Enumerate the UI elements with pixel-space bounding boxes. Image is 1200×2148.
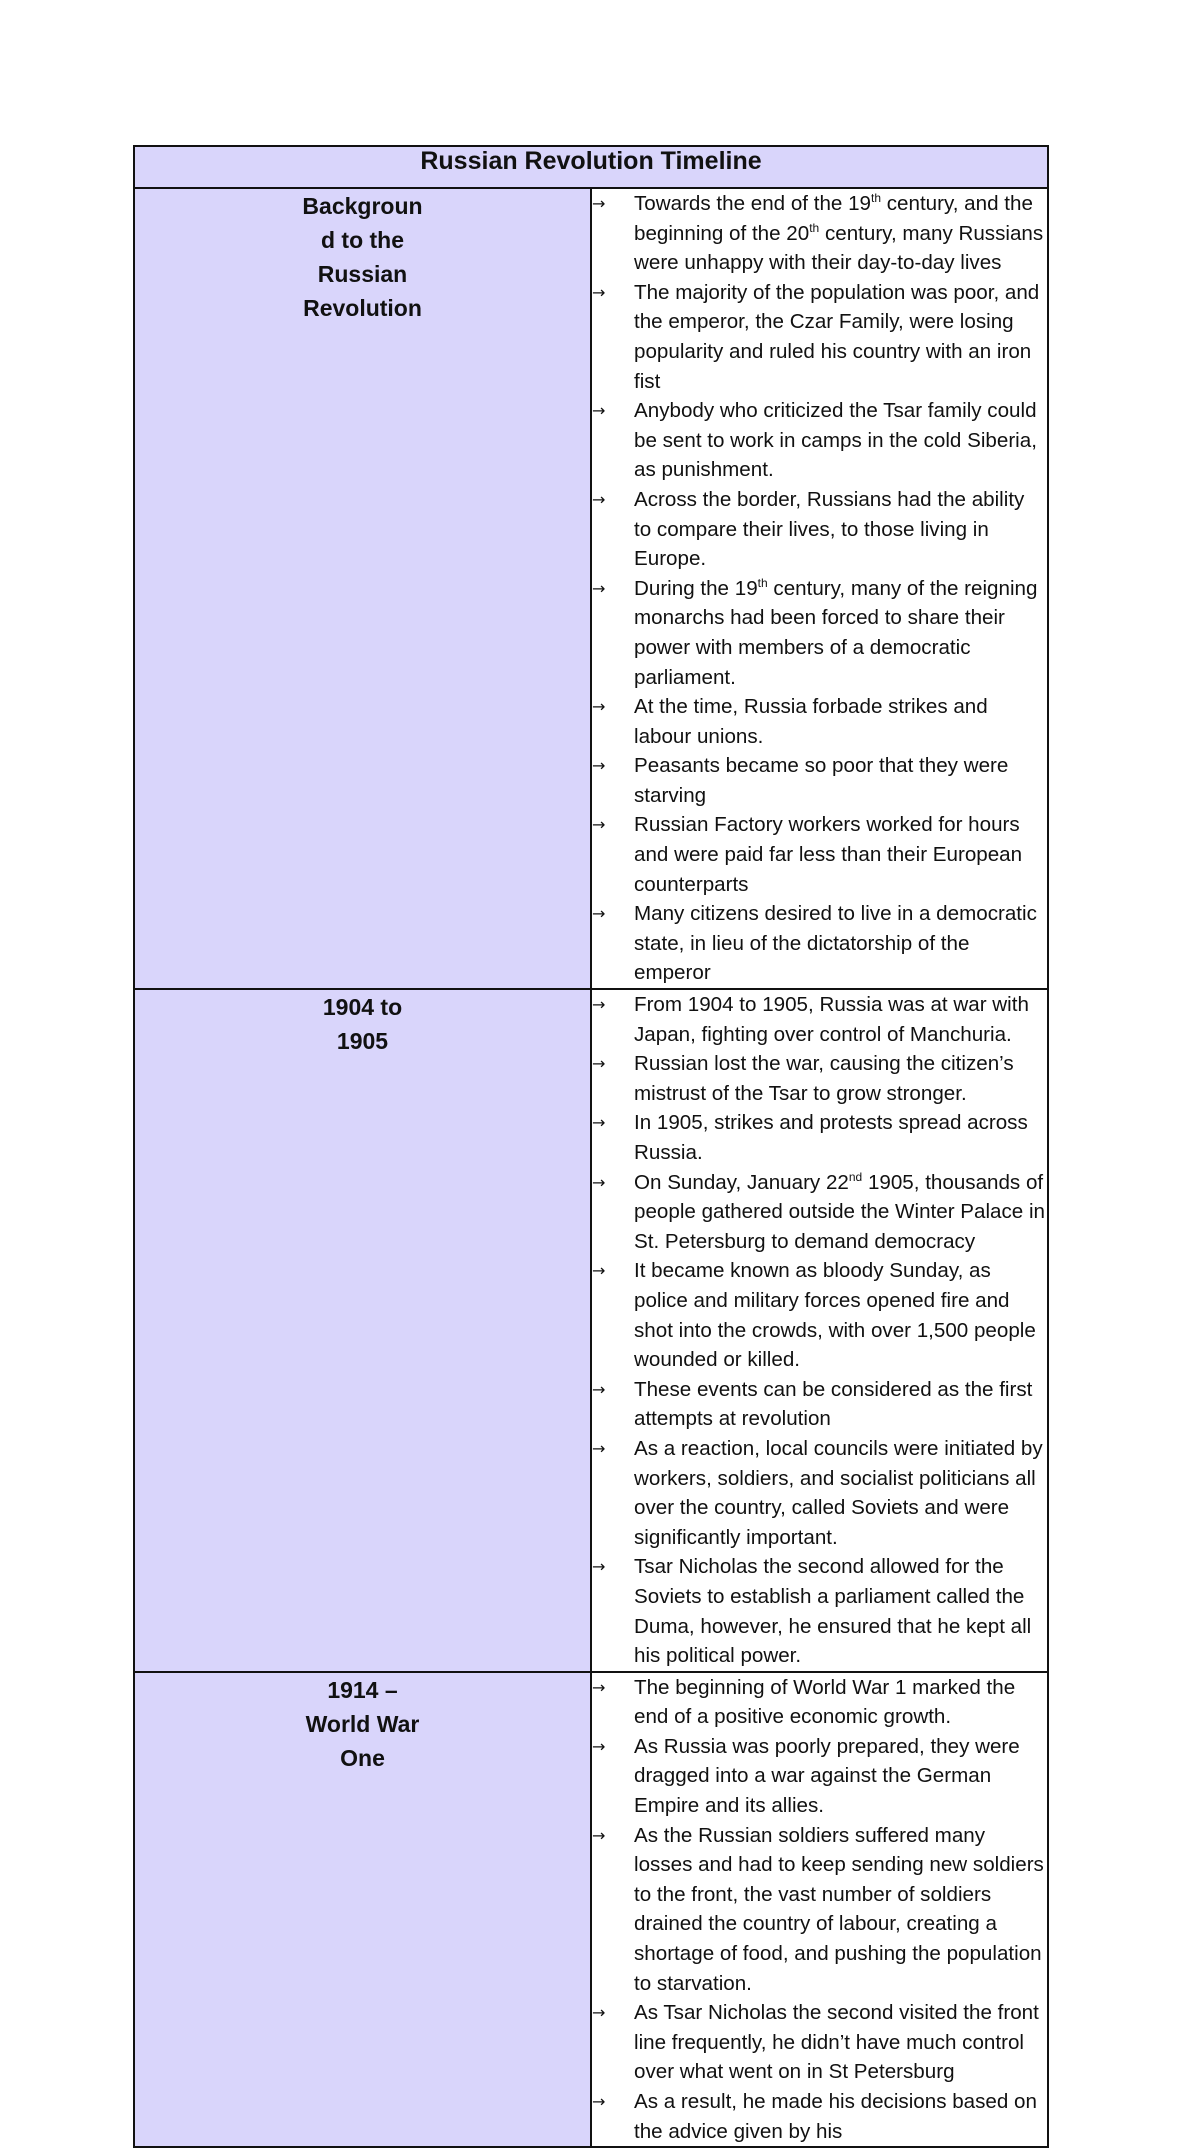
list-item	[592, 278, 1047, 396]
event-text: Across the border, Russians had the ability to compare their lives, to those living in Europe.	[634, 487, 1025, 571]
period-label-line: d to the	[320, 227, 405, 253]
arrow-bullet-icon: →	[592, 194, 606, 213]
event-text: century, many of the reigning monarchs had been forced to share their power with members of a democratic parliament.	[634, 576, 1038, 689]
list-item	[592, 1732, 1047, 1821]
list-item	[592, 485, 1047, 574]
event-text: The majority of the population was poor, and the emperor, the Czar Family, were losing popularity and ruled his country with an iron fist	[634, 280, 1040, 393]
list-item	[592, 1998, 1047, 2087]
arrow-bullet-icon: →	[592, 1677, 606, 1697]
period-cell	[134, 1672, 591, 2148]
arrow-bullet-icon: →	[592, 2003, 606, 2023]
events-cell	[591, 188, 1048, 989]
event-text: century, and the beginning of the 20	[634, 192, 1033, 245]
arrow-bullet-icon: →	[592, 578, 606, 598]
event-text: Towards the end of the 19	[634, 192, 871, 215]
arrow-bullet-icon: →	[592, 1825, 606, 1845]
arrow-bullet-icon: →	[592, 1557, 606, 1577]
event-text: century, many Russians were unhappy with their day-to-day lives	[634, 221, 1044, 275]
event-text: As a reaction, local councils were initiated by workers, soldiers, and socialist politicians all over the country, called Soviets and were significantly important.	[634, 1436, 1043, 1549]
event-text: 1905, thousands of people gathered outside the Winter Palace in St. Petersburg to demand democracy	[634, 1170, 1046, 1253]
list-item	[592, 990, 1047, 1049]
event-text: Anybody who criticized the Tsar family could be sent to work in camps in the cold Siberia, as punishment.	[634, 399, 1037, 482]
list-item	[592, 1552, 1047, 1670]
list-item	[592, 1375, 1047, 1434]
event-text: From 1904 to 1905, Russia was at war with Japan, fighting over control of Manchuria.	[634, 993, 1029, 1046]
arrow-bullet-icon: →	[592, 756, 606, 776]
event-text: Many citizens desired to live in a democratic state, in lieu of the dictatorship of the emperor	[634, 902, 1037, 985]
event-text: Tsar Nicholas the second allowed for the Soviets to establish a parliament called the Duma, however, he ensured that he kept all his political power.	[634, 1555, 1032, 1668]
arrow-bullet-icon: →	[592, 1054, 606, 1074]
period-label-line: Backgroun	[302, 193, 423, 219]
ordinal-suffix: th	[871, 191, 882, 206]
list-item	[592, 1256, 1047, 1374]
list-item	[592, 396, 1047, 485]
table-title: Russian Revolution Timeline	[134, 146, 1048, 188]
event-text: Russian lost the war, causing the citizen’s mistrust of the Tsar to grow stronger.	[634, 1052, 1014, 1105]
arrow-bullet-icon: →	[592, 1438, 606, 1458]
list-item	[592, 1108, 1047, 1167]
list-item	[592, 2087, 1047, 2146]
period-label-line: World War	[305, 1710, 420, 1737]
ordinal-suffix: nd	[848, 1169, 863, 1184]
period-cell	[134, 188, 591, 989]
arrow-bullet-icon: →	[592, 1172, 606, 1192]
title-row	[134, 146, 1048, 188]
arrow-bullet-icon: →	[592, 815, 606, 835]
arrow-bullet-icon: →	[592, 1736, 606, 1756]
list-item	[592, 751, 1047, 810]
list-item	[592, 1049, 1047, 1108]
timeline-table	[133, 145, 1049, 2148]
events-cell	[591, 1672, 1048, 2148]
timeline-body	[134, 188, 1048, 2147]
period-label-line: 1905	[336, 1028, 389, 1055]
arrow-bullet-icon: →	[592, 1261, 606, 1281]
list-item	[592, 189, 1047, 278]
document-page	[133, 145, 1049, 2148]
period-label-line: 1914 –	[327, 1676, 398, 1703]
list-item	[592, 574, 1047, 692]
timeline-row	[134, 188, 1048, 989]
event-text: As a result, he made his decisions based on the advice given by his	[634, 2090, 1037, 2143]
event-text: As Russia was poorly prepared, they were dragged into a war against the German Empire and its allies.	[634, 1734, 1020, 1818]
event-text: It became known as bloody Sunday, as police and military forces opened fire and shot into the crowds, with over 1,500 people wounded or killed.	[634, 1259, 1036, 1372]
event-text: As Tsar Nicholas the second visited the front line frequently, he didn’t have much control over what went on in St Petersburg	[634, 2001, 1039, 2084]
ordinal-suffix: th	[757, 575, 768, 590]
list-item	[592, 1168, 1047, 1257]
arrow-bullet-icon: →	[592, 904, 606, 924]
list-item	[592, 1673, 1047, 1732]
event-list	[592, 189, 1047, 988]
event-text: At the time, Russia forbade strikes and labour unions.	[634, 695, 988, 748]
arrow-bullet-icon: →	[592, 995, 606, 1015]
event-text: The beginning of World War 1 marked the end of a positive economic growth.	[634, 1675, 1016, 1729]
event-text: In 1905, strikes and protests spread across Russia.	[634, 1111, 1028, 1164]
ordinal-suffix: th	[809, 220, 820, 235]
list-item	[592, 810, 1047, 899]
arrow-bullet-icon: →	[592, 697, 606, 717]
event-text: These events can be considered as the first attempts at revolution	[634, 1377, 1033, 1431]
event-text: During the 19	[634, 576, 758, 600]
period-cell	[134, 989, 591, 1672]
list-item	[592, 692, 1047, 751]
arrow-bullet-icon: →	[592, 2092, 606, 2111]
arrow-bullet-icon: →	[592, 401, 606, 421]
arrow-bullet-icon: →	[592, 282, 606, 302]
arrow-bullet-icon: →	[592, 1113, 606, 1133]
event-text: As the Russian soldiers suffered many losses and had to keep sending new soldiers to the front, the vast number of soldiers drained the country of labour, creating a shortage of food, and pushing the population to starvation.	[634, 1823, 1044, 1995]
period-label-line: One	[340, 1744, 385, 1771]
arrow-bullet-icon: →	[592, 489, 606, 509]
event-text: Russian Factory workers worked for hours and were paid far less than their European counterparts	[634, 813, 1023, 896]
event-text: On Sunday, January 22	[634, 1170, 849, 1194]
timeline-row	[134, 989, 1048, 1672]
list-item	[592, 1821, 1047, 1999]
list-item	[592, 1434, 1047, 1552]
event-list	[592, 1673, 1047, 2147]
list-item	[592, 899, 1047, 988]
events-cell	[591, 989, 1048, 1672]
event-list	[592, 990, 1047, 1671]
period-label-line: 1904 to	[322, 994, 403, 1021]
period-label-line: Russian	[317, 261, 408, 287]
arrow-bullet-icon: →	[592, 1379, 606, 1399]
event-text: Peasants became so poor that they were starving	[634, 754, 1009, 807]
timeline-row	[134, 1672, 1048, 2148]
period-label-line: Revolution	[303, 295, 422, 321]
